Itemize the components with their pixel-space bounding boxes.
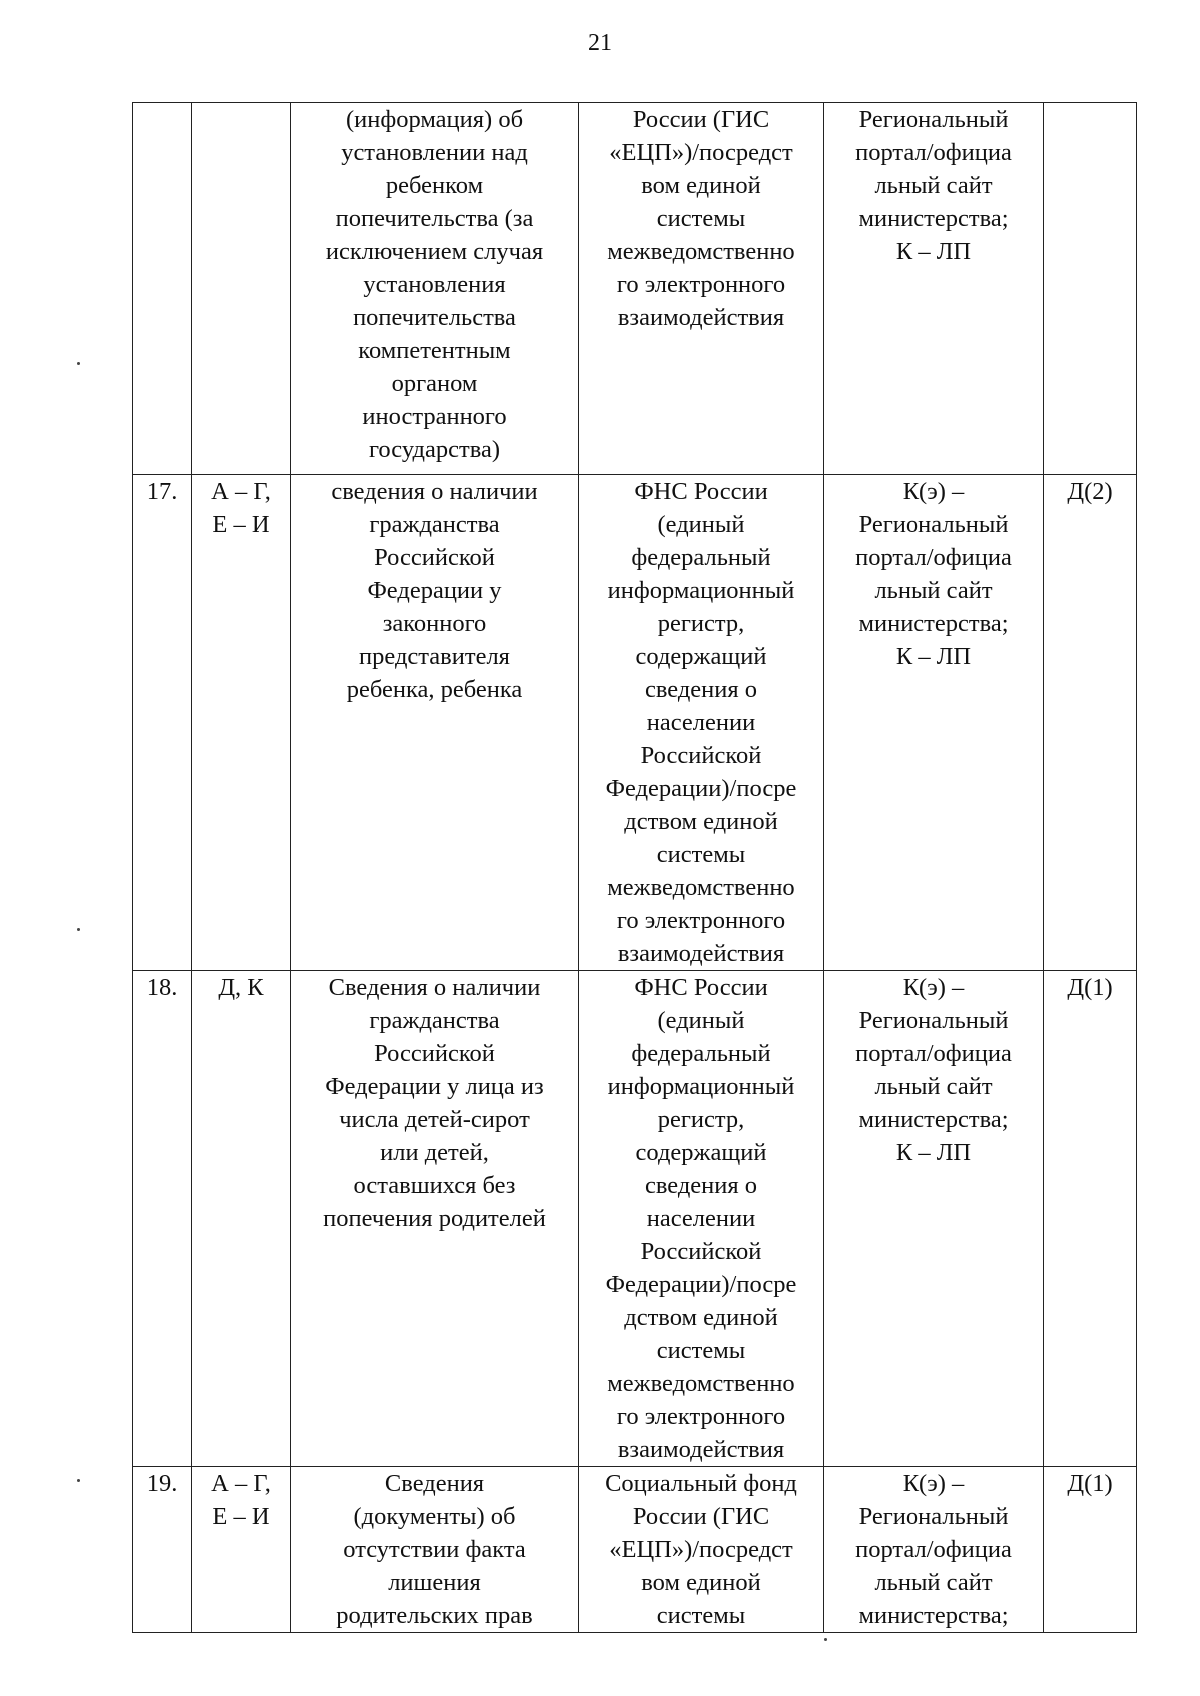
scan-speck xyxy=(77,362,80,365)
source-cell: ФНС России (единый федеральный информационный регистр, содержащий сведения о населении Российской Федерации)/посре дством единой системы межведомственно го электронного взаимодействия xyxy=(579,971,824,1467)
source-cell: Социальный фонд России (ГИС «ЕЦП»)/посредст вом единой системы xyxy=(579,1467,824,1633)
source-cell: ФНС России (единый федеральный информационный регистр, содержащий сведения о населении Российской Федерации)/посре дством единой системы межведомственно го электронного взаимодействия xyxy=(579,475,824,971)
table-row xyxy=(133,1467,1137,1633)
document-cell: Д(2) xyxy=(1044,475,1137,971)
scan-speck xyxy=(77,928,80,931)
category-cell: А – Г, Е – И xyxy=(192,475,291,971)
row-number-cell xyxy=(133,103,192,475)
information-cell: (информация) об установлении над ребенком попечительства (за исключением случая установления попечительства компетентным органом иностранного государства) xyxy=(291,103,579,475)
category-cell: Д, К xyxy=(192,971,291,1467)
table-row xyxy=(133,103,1137,475)
category-cell: А – Г, Е – И xyxy=(192,1467,291,1633)
source-cell: России (ГИС «ЕЦП»)/посредст вом единой системы межведомственно го электронного взаимодействия xyxy=(579,103,824,475)
document-cell: Д(1) xyxy=(1044,1467,1137,1633)
document-cell xyxy=(1044,103,1137,475)
information-cell: Сведения о наличии гражданства Российской Федерации у лица из числа детей-сирот или детей, оставшихся без попечения родителей xyxy=(291,971,579,1467)
method-cell: К(э) – Региональный портал/официа льный сайт министерства; К – ЛП xyxy=(824,475,1044,971)
information-cell: Сведения (документы) об отсутствии факта лишения родительских прав xyxy=(291,1467,579,1633)
scan-speck xyxy=(824,1638,827,1641)
document-cell: Д(1) xyxy=(1044,971,1137,1467)
table-row xyxy=(133,971,1137,1467)
category-cell xyxy=(192,103,291,475)
information-cell: сведения о наличии гражданства Российской Федерации у законного представителя ребенка, ребенка xyxy=(291,475,579,971)
table-row xyxy=(133,475,1137,971)
method-cell: К(э) – Региональный портал/официа льный сайт министерства; К – ЛП xyxy=(824,971,1044,1467)
page-number: 21 xyxy=(588,30,612,56)
row-number-cell: 19. xyxy=(133,1467,192,1633)
requirements-table xyxy=(132,102,1137,1633)
row-number-cell: 18. xyxy=(133,971,192,1467)
scan-speck xyxy=(77,1479,80,1482)
method-cell: К(э) – Региональный портал/официа льный сайт министерства; xyxy=(824,1467,1044,1633)
row-number-cell: 17. xyxy=(133,475,192,971)
method-cell: Региональный портал/официа льный сайт министерства; К – ЛП xyxy=(824,103,1044,475)
